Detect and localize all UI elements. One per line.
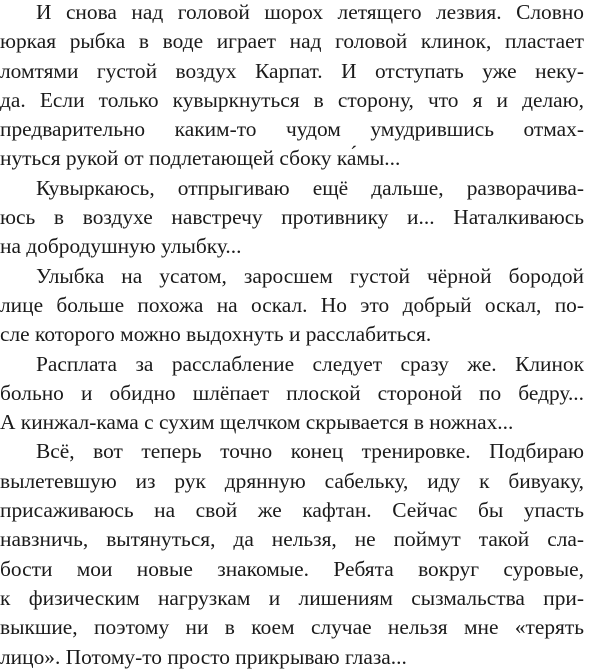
text-line: юркая рыбка в воде играет над головой клинок, пластает <box>0 29 584 54</box>
text-line: навзничь, вытянуться, да нельзя, не поймут такой сла- <box>0 527 584 552</box>
text-line: И снова над головой шорох летящего лезвия. Словно <box>36 0 584 24</box>
text-line: Всё, вот теперь точно конец тренировке. Подбираю <box>36 439 584 464</box>
text-line: лице больше похожа на оскал. Но это добрый оскал, по- <box>0 292 584 317</box>
text-line: юсь в воздухе навстречу противнику и... Наталкиваюсь <box>0 205 584 230</box>
text-line: ломтями густой воздух Карпат. И отступать уже неку- <box>0 58 584 83</box>
text-line: да. Если только кувыркнуться в сторону, что я и делаю, <box>0 87 584 112</box>
text-line: нуться рукой от подлетающей сбоку ка́мы... <box>0 146 401 171</box>
text-line: к физическим нагрузкам и лишениям сызмальства при- <box>0 585 584 610</box>
text-line: предварительно каким-то чудом умудрившись отмах- <box>0 117 584 142</box>
paragraph-2 <box>0 174 584 262</box>
text-line: выкшие, поэтому ни в коем случае нельзя мне «терять <box>0 615 584 640</box>
paragraph-4 <box>0 350 584 438</box>
paragraph-3 <box>0 262 584 350</box>
text-line: Кувыркаюсь, отпрыгиваю ещё дальше, разворачива- <box>36 175 584 200</box>
text-line: Расплата за расслабление следует сразу же. Клинок <box>36 351 584 376</box>
text-line: бости мои новые знакомые. Ребята вокруг суровые, <box>0 556 584 581</box>
text-line: лицо». Потому-то просто прикрываю глаза... <box>0 644 407 669</box>
paragraph-5 <box>0 437 584 671</box>
text-line: вылетевшую из рук дрянную сабельку, иду к бивуаку, <box>0 468 584 493</box>
text-line: присаживаюсь на свой же кафтан. Сейчас бы упасть <box>0 498 584 523</box>
text-line: больно и обидно шлёпает плоской стороной по бедру... <box>0 380 584 405</box>
text-line: сле которого можно выдохнуть и расслабиться. <box>0 322 432 347</box>
paragraph-1 <box>0 0 584 174</box>
text-line: А кинжал-кама с сухим щелчком скрывается в ножнах... <box>0 410 514 435</box>
text-line: Улыбка на усатом, заросшем густой чёрной бородой <box>36 263 584 288</box>
text-line: на добродушную улыбку... <box>0 234 242 259</box>
